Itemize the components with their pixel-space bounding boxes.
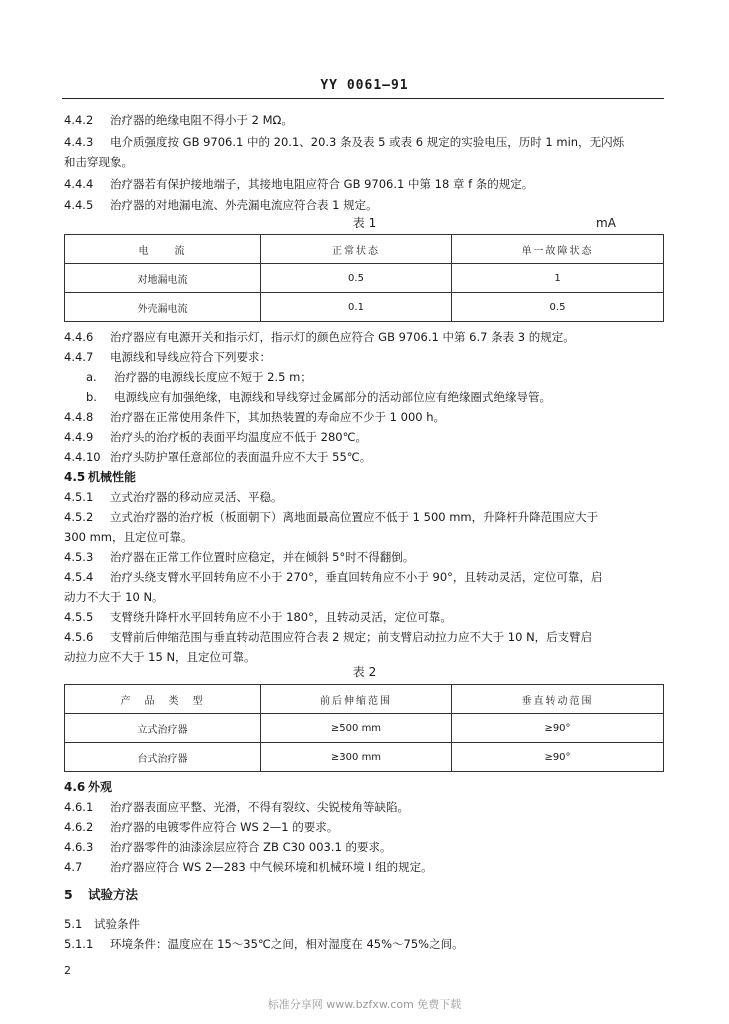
section-number: 4.5 [64,470,86,484]
clause-line [64,589,164,605]
clause-number: 4.4.3 [64,135,94,149]
table-cell: ≥90° [452,714,664,743]
clause-text: 动拉力应不大于 15 N，且定位可靠。 [64,650,256,664]
table-cell: ≥300 mm [261,743,452,772]
section-heading [64,469,136,485]
section-number: 4.6 [64,780,86,794]
section-heading [64,887,138,903]
clause-number: 4.4.6 [64,330,94,344]
table-2-caption: 表 2 [352,665,377,679]
section-title: 试验条件 [94,917,140,931]
clause-line [64,429,367,445]
clause-number: 4.7 [64,860,83,874]
clause-text: 治疗器零件的油漆涂层应符合 ZB C30 003.1 的要求。 [110,840,392,854]
table-header-row [65,685,664,714]
clause-text: 治疗器在正常工作位置时应稳定，并在倾斜 5°时不得翻倒。 [110,550,415,564]
clause-line [64,859,433,875]
clause-line [64,819,338,835]
table-2 [64,684,664,772]
watermark-footer: 标准分享网 www.bzfxw.com 免费下载 [267,998,462,1011]
clause-number: 4.6.2 [64,820,94,834]
clause-text: 治疗器在正常使用条件下，其加热装置的寿命应不少于 1 000 h。 [110,410,446,424]
table-row [65,743,664,772]
clause-number: 4.5.2 [64,510,94,524]
clause-number: 4.5.5 [64,610,94,624]
section-heading [64,779,112,795]
table-header-cell: 产 品 类 型 [65,685,261,714]
clause-text: 治疗器若有保护接地端子，其接地电阻应符合 GB 9706.1 中第 18 章 f 条的规定。 [110,177,534,191]
clause-text: 和击穿现象。 [64,155,133,169]
table-1-caption: 表 1 [352,216,377,230]
clause-line [64,509,598,525]
clause-line [64,489,283,505]
table-row [65,264,664,293]
clause-number: 4.6.1 [64,800,94,814]
clause-number: 4.5.6 [64,630,94,644]
table-cell: ≥90° [452,743,664,772]
clause-text: 治疗头防护罩任意部位的表面温升应不大于 55℃。 [110,450,372,464]
clause-line [64,134,624,150]
clause-line [64,409,445,425]
clause-line [64,569,602,585]
section-title: 机械性能 [88,470,137,484]
table-cell: 0.1 [261,293,452,322]
clause-line [64,609,452,625]
clause-line [64,629,592,645]
table-cell: 0.5 [261,264,452,293]
clause-number: 5.1.1 [64,937,94,951]
clause-line [64,649,256,665]
clause-number: 4.5.1 [64,490,94,504]
clause-number: 4.4.7 [64,350,94,364]
table-row [65,293,664,322]
clause-text: 治疗器应有电源开关和指示灯，指示灯的颜色应符合 GB 9706.1 中第 6.7 条表 3 的规定。 [110,330,575,344]
clause-text: 立式治疗器的治疗板（板面朝下）离地面最高位置应不低于 1 500 mm，升降杆升降范围应大于 [110,510,599,524]
clause-number: 4.4.2 [64,113,94,127]
section-number: 5.1 [64,917,83,931]
clause-line [64,349,271,365]
clause-text: 300 mm，且定位可靠。 [64,530,193,544]
clause-number: 4.4.5 [64,198,94,212]
clause-line [64,936,464,952]
clause-number: 4.4.4 [64,177,94,191]
table-1 [64,234,664,322]
page-number: 2 [64,964,71,977]
clause-line [64,197,378,213]
clause-line [64,529,193,545]
clause-line [64,839,391,855]
clause-number: 4.4.10 [64,450,101,464]
clause-text: 治疗器的电镀零件应符合 WS 2—1 的要求。 [110,820,339,834]
sub-item [86,369,312,385]
clause-text: 治疗器的绝缘电阻不得小于 2 MΩ。 [110,113,293,127]
table-row [65,714,664,743]
sub-item-marker: b. [86,390,97,404]
clause-number: 4.5.3 [64,550,94,564]
clause-number: 4.4.8 [64,410,94,424]
clause-text: 治疗头的治疗板的表面平均温度应不低于 280℃。 [110,430,368,444]
clause-number: 4.4.9 [64,430,94,444]
table-header-cell: 前后伸缩范围 [261,685,452,714]
clause-line [64,176,533,192]
sub-item-text: 治疗器的电源线长度应不短于 2.5 m； [114,370,312,384]
table-1-unit: mA [596,216,616,230]
table-cell: 立式治疗器 [65,714,261,743]
table-cell: ≥500 mm [261,714,452,743]
table-header-cell: 正常状态 [261,235,452,264]
section-title: 试验方法 [88,887,139,902]
table-cell: 1 [452,264,664,293]
section-heading [64,916,140,932]
table-cell: 0.5 [452,293,664,322]
clause-text: 立式治疗器的移动应灵活、平稳。 [110,490,283,504]
header-rule [62,98,664,99]
sub-item-text: 电源线应有加强绝缘，电源线和导线穿过金属部分的活动部位应有绝缘圈式绝缘导管。 [114,390,551,404]
table-header-cell: 单一故障状态 [452,235,664,264]
clause-text: 治疗器表面应平整、光滑，不得有裂纹、尖锐棱角等缺陷。 [110,800,409,814]
standard-header: YY 0061—91 [320,78,409,93]
clause-text: 支臂绕升降杆水平回转角应不小于 180°，且转动灵活，定位可靠。 [110,610,452,624]
table-header-cell: 电 流 [65,235,261,264]
clause-number: 4.6.3 [64,840,94,854]
clause-text: 环境条件：温度应在 15～35℃之间，相对湿度在 45%～75%之间。 [110,937,464,951]
table-header-row [65,235,664,264]
clause-text: 动力不大于 10 N。 [64,590,164,604]
clause-line [64,549,414,565]
section-number: 5 [64,887,73,902]
section-title: 外观 [88,780,113,794]
clause-line [64,799,409,815]
clause-text: 治疗器应符合 WS 2—283 中气候环境和机械环境 I 组的规定。 [110,860,433,874]
table-cell: 外壳漏电流 [65,293,261,322]
sub-item-marker: a. [86,370,97,384]
sub-item [86,389,551,405]
table-cell: 台式治疗器 [65,743,261,772]
clause-line [64,449,371,465]
clause-line [64,329,575,345]
clause-line [64,112,293,128]
clause-line [64,154,133,170]
clause-number: 4.5.4 [64,570,94,584]
clause-text: 治疗头绕支臂水平回转角应不小于 270°，垂直回转角应不小于 90°，且转动灵活，定位可靠，启 [110,570,603,584]
clause-text: 支臂前后伸缩范围与垂直转动范围应符合表 2 规定；前支臂启动拉力应不大于 10 N，后支臂启 [110,630,593,644]
clause-text: 治疗器的对地漏电流、外壳漏电流应符合表 1 规定。 [110,198,378,212]
clause-text: 电介质强度按 GB 9706.1 中的 20.1、20.3 条及表 5 或表 6 规定的实验电压，历时 1 min，无闪烁 [110,135,625,149]
table-header-cell: 垂直转动范围 [452,685,664,714]
clause-text: 电源线和导线应符合下列要求： [110,350,271,364]
table-cell: 对地漏电流 [65,264,261,293]
